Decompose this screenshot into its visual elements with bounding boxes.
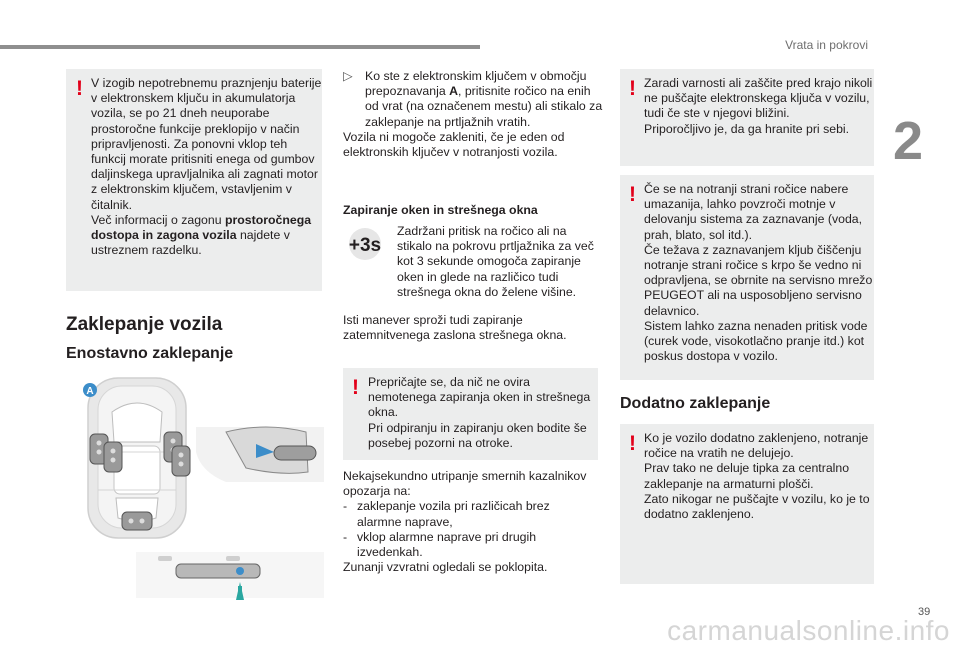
dash-marker: -	[343, 529, 348, 544]
warning-deadlock-text: Ko je vozilo dodatno zaklenjeno, notranje ročice na vratih ne delujejo. Prav tako ne deluje tipka za centralno zaklepanje na armaturni plošči. Zato nikogar ne puščajte v vozilu, ko je to dodatno zaklenjeno.	[644, 431, 870, 522]
warning-icon: !	[629, 432, 636, 455]
hold-3s-icon	[343, 226, 387, 262]
svg-text:+3s: +3s	[348, 235, 382, 256]
indicator-blink-text: Nekajsekundno utripanje smernih kazalnikov opozarja na: - zaklepanje vozila pri različicah brez alarmne naprave, - vklop alarmne naprave pri drugih izvedenkah. Zunanji vzvratni ogledali se poklopita.	[343, 469, 587, 575]
bullet-proximity: ▷ Ko ste z elektronskim ključem v območju prepoznavanja A, pritisnite ročico na enih od vrat (na označenem mestu) ali stikalo za zaklepanje na prtljažnih vratih. Vozila ni mogoče zakleniti, če je eden od elektronskih ključev v notranjosti vozila.	[343, 69, 603, 160]
warning-safety-text: Zaradi varnosti ali zaščite pred krajo nikoli ne puščajte elektronskega ključa v vozilu, tudi če ste v njegovi bližini. Priporočljivo je, da ga hranite pri sebi.	[644, 76, 873, 136]
hold-description: Zadržani pritisk na ročico ali na stikalo na pokrovu prtljažnika za več kot 3 sekunde omogoča zapiranje oken in glede na različico tudi strešnega okna do želene višine.	[397, 224, 594, 299]
warning-battery-text: V izogib nepotrebnemu praznjenju baterije v elektronskem ključu in akumulatorja vozila, se po 21 dneh neuporabe prostoročne funkcije preklopijo v način pripravljenosti. Za ponovni vklop teh funkcij morate pritisniti enega od gumbov daljinskega upravljalnika ali zagnati motor z elektronskim ključem, vstavljenim v čitalnik. Več informacij o zagonu prostoročnega dostopa in zagona vozila najdete v ustreznem razdelku.	[91, 76, 322, 258]
marker-a-label: A	[86, 386, 94, 397]
car-locking-illustration	[76, 372, 324, 602]
dash-marker: -	[343, 499, 348, 514]
heading-simple-locking: Enostavno zaklepanje	[66, 345, 234, 362]
watermark: carmanualsonline.info	[667, 615, 950, 646]
heading-windows: Zapiranje oken in strešnega okna	[343, 203, 538, 217]
warning-dirty-text: Če se na notranji strani ročice nabere umazanija, lahko povzroči motnje v delovanju sistema za zaznavanje (voda, prah, blato, sol itd.). Če težava z zaznavanjem kljub čiščenju notranje strani ročice s krpo še vedno ni odpravljena, se obrnite na servisno mrežo PEUGEOT ali na usposobljeno servisno delavnico. Sistem lahko zazna nenaden pritisk vode (curek vode, visokotlačno pranje itd.) kot poskus dostopa v vozilo.	[644, 182, 873, 364]
key-fob-icon	[104, 442, 122, 472]
sunroof-blind-text: Isti manever sproži tudi zapiranje zatemnitvenega zaslona strešnega okna.	[343, 313, 567, 343]
warning-icon: !	[629, 183, 636, 206]
section-title: Vrata in pokrovi	[785, 38, 868, 52]
warning-obstacle-text: Prepričajte se, da nič ne ovira nemotenega zapiranja oken in strešnega okna. Pri odpiranju in zapiranju oken bodite še posebej pozorni na otroke.	[368, 375, 591, 450]
heading-deadlocking: Dodatno zaklepanje	[620, 395, 771, 412]
heading-locking: Zaklepanje vozila	[66, 314, 223, 335]
warning-icon: !	[76, 77, 83, 100]
warning-icon: !	[352, 376, 359, 399]
key-fob-icon	[122, 512, 152, 530]
door-handle	[274, 446, 316, 460]
car-windshield	[112, 403, 162, 442]
warning-icon: !	[629, 77, 636, 100]
bullet-icon: ▷	[343, 69, 353, 83]
chapter-number: 2	[893, 111, 924, 171]
header-rule	[0, 45, 480, 49]
tailgate-switch	[176, 564, 260, 578]
page-number: 39	[918, 606, 931, 618]
key-fob-icon	[172, 446, 190, 476]
